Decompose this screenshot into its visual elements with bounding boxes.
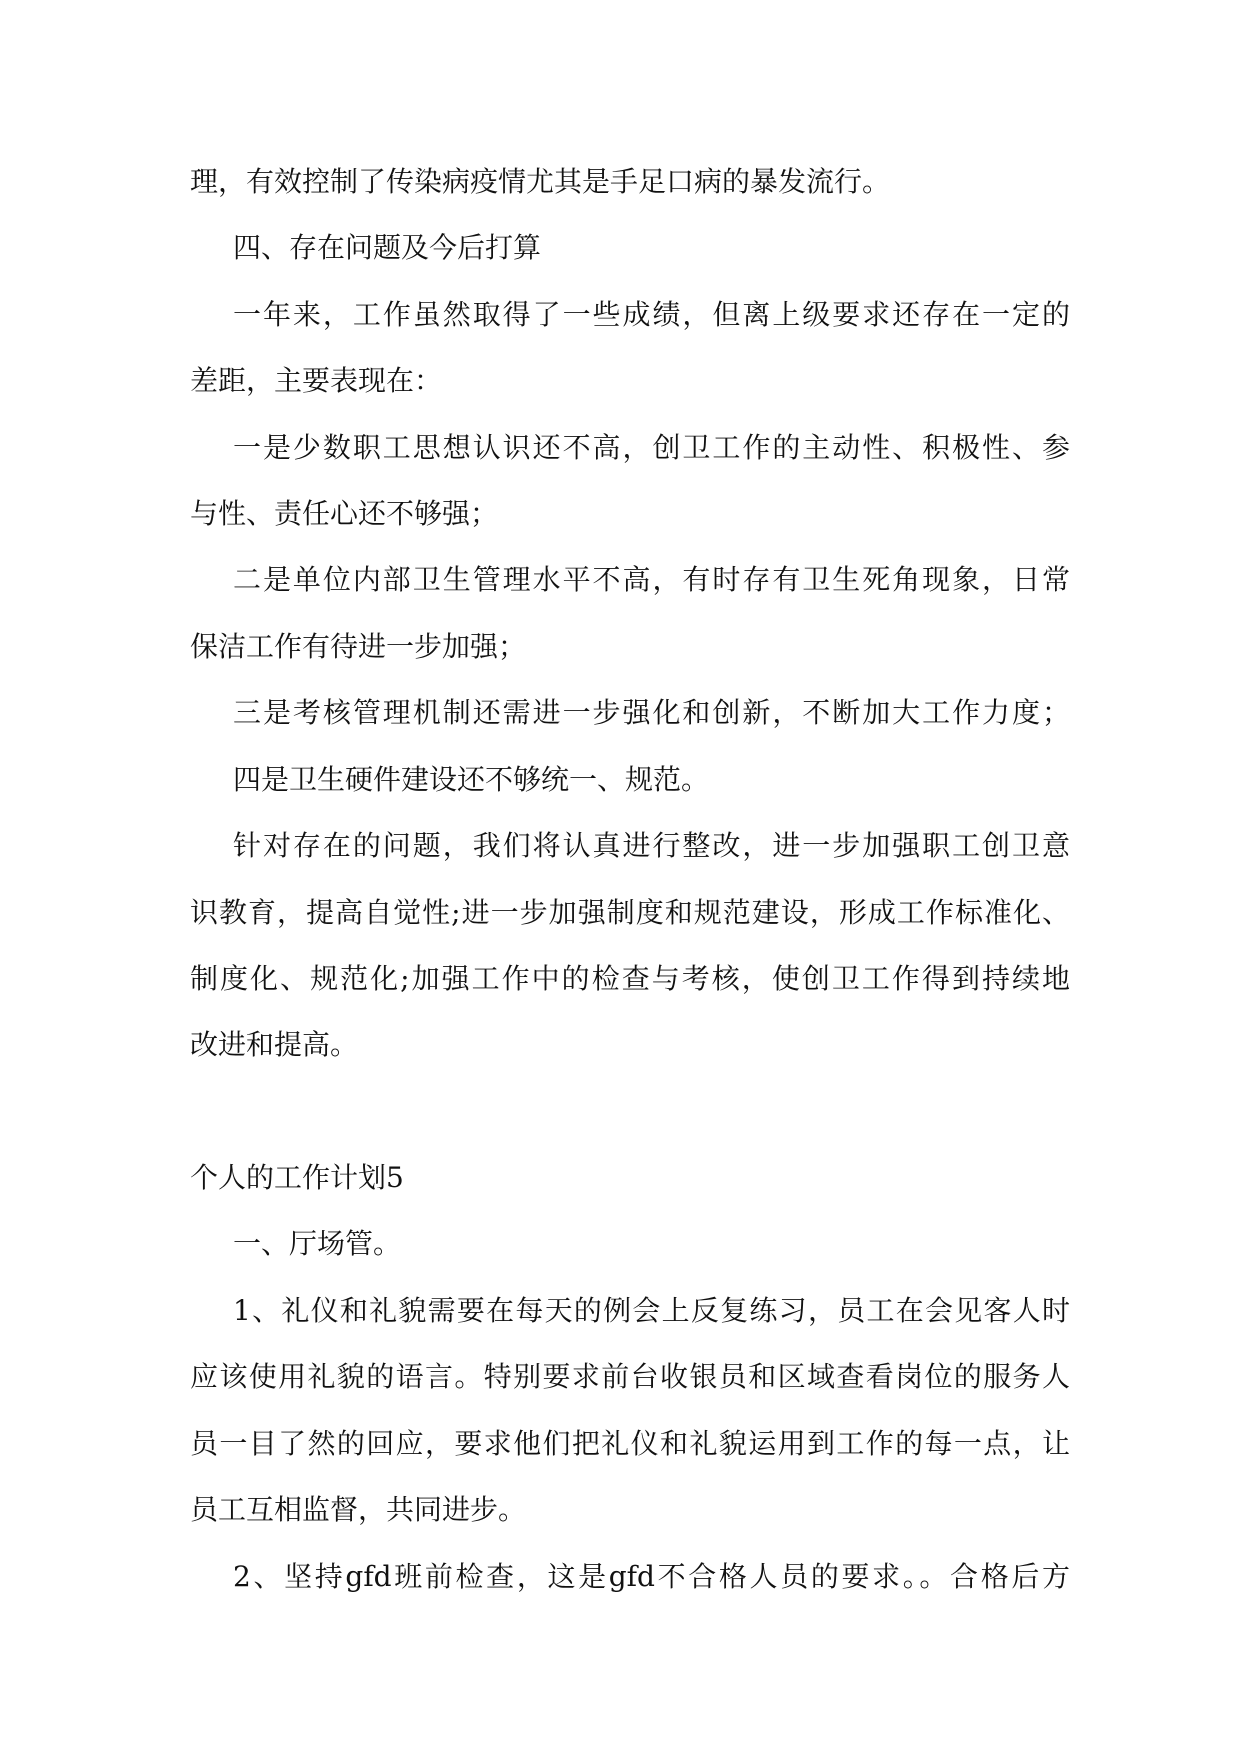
paragraph-line: 员一目了然的回应，要求他们把礼仪和礼貌运用到工作的每一点，让 (190, 1427, 1070, 1460)
section-heading: 四、存在问题及今后打算 (233, 231, 542, 264)
paragraph-line: 员工互相监督，共同进步。 (190, 1493, 527, 1526)
document-title: 个人的工作计划5 (190, 1161, 404, 1194)
section-heading: 一、厅场管。 (233, 1227, 402, 1260)
paragraph-line: 2、坚持gfd班前检查，这是gfd不合格人员的要求。。合格后方 (233, 1560, 1070, 1593)
paragraph-line: 改进和提高。 (190, 1028, 359, 1061)
paragraph-line: 二是单位内部卫生管理水平不高，有时存有卫生死角现象，日常 (233, 563, 1070, 596)
paragraph-line: 理，有效控制了传染病疫情尤其是手足口病的暴发流行。 (190, 165, 891, 198)
paragraph-line: 应该使用礼貌的语言。特别要求前台收银员和区域查看岗位的服务人 (190, 1360, 1070, 1393)
paragraph-line: 识教育，提高自觉性;进一步加强制度和规范建设，形成工作标准化、 (190, 896, 1070, 929)
paragraph-line: 制度化、规范化;加强工作中的检查与考核，使创卫工作得到持续地 (190, 962, 1070, 995)
paragraph-line: 针对存在的问题，我们将认真进行整改，进一步加强职工创卫意 (233, 829, 1070, 862)
paragraph-line: 一是少数职工思想认识还不高，创卫工作的主动性、积极性、参 (233, 431, 1070, 464)
paragraph-line: 保洁工作有待进一步加强； (190, 630, 527, 663)
paragraph-line: 三是考核管理机制还需进一步强化和创新，不断加大工作力度； (233, 696, 1070, 729)
paragraph-line: 与性、责任心还不够强； (190, 497, 499, 530)
paragraph-line: 四是卫生硬件建设还不够统一、规范。 (233, 763, 710, 796)
paragraph-line: 一年来，工作虽然取得了一些成绩，但离上级要求还存在一定的 (233, 298, 1070, 331)
paragraph-line: 差距，主要表现在： (190, 364, 443, 397)
paragraph-line: 1、礼仪和礼貌需要在每天的例会上反复练习，员工在会见客人时 (233, 1294, 1070, 1327)
